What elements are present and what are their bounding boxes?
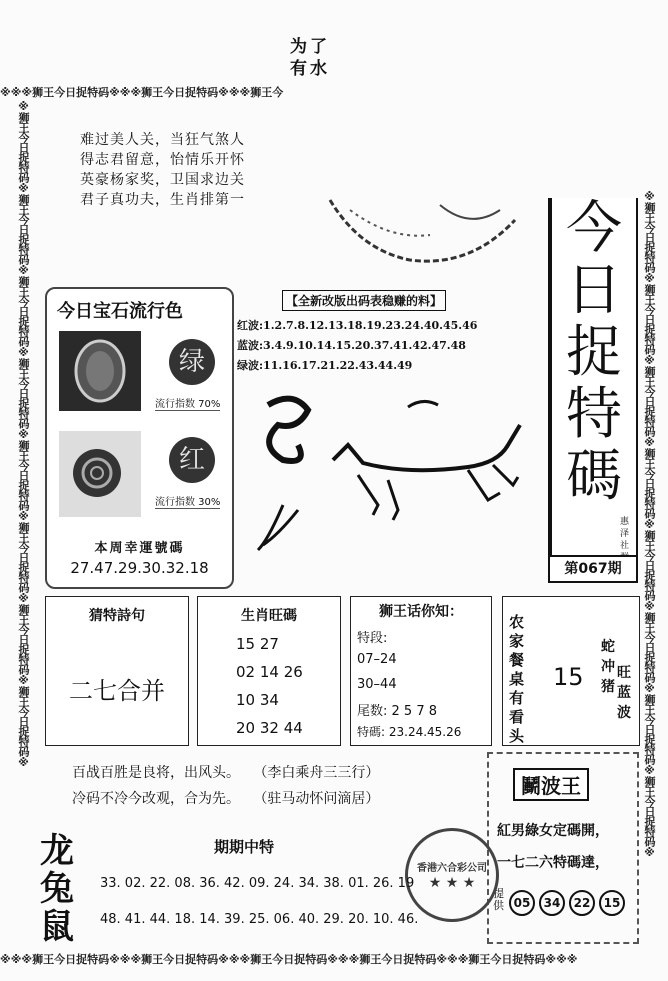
wave-king-box <box>487 752 639 944</box>
lion-line: 特段: <box>357 631 388 646</box>
provide-label: 提供 <box>493 887 504 912</box>
zodiac-row: 10 34 <box>236 691 279 709</box>
right-border: ※狮王今日捉特码※狮王今日捉特码※狮王今日捉特码※狮王今日捉特码※狮王今日捉特码※狮王今日捉特码※狮王今日捉特码※狮王今日捉特码※ <box>643 190 656 858</box>
blue-wave: 蓝波:3.4.9.10.14.15.20.37.41.42.47.48 <box>237 339 466 352</box>
gem-image-2 <box>59 431 141 517</box>
poem-line: 难过美人关，当狂气煞人 <box>80 132 245 148</box>
guess-poem-title: 猜特詩句 <box>89 608 145 624</box>
side-right-col1: 蛇冲猪 <box>601 639 615 695</box>
poem-line: 得志君留意，怡情乐开怀 <box>80 152 245 168</box>
sketch-face-image <box>320 190 530 285</box>
gem-color-1 <box>169 339 215 385</box>
period-title: 期期中特 <box>214 838 275 856</box>
period-row-1: 33. 02. 22. 08. 36. 42. 09. 24. 34. 38. 01. 26. 19 <box>100 876 415 891</box>
gem-image-1 <box>59 331 141 411</box>
zodiac-box <box>197 596 341 746</box>
dog-sketch-image <box>238 385 543 555</box>
period-zodiac-char: 龙 <box>40 831 74 871</box>
lion-line: 尾数: 2 5 7 8 <box>357 704 437 719</box>
poem <box>80 130 245 210</box>
wave-banner: 【全新改版出码表稳赚的料】 <box>282 290 446 311</box>
lion-line: 07–24 <box>357 652 397 667</box>
side-number: 15 <box>553 663 584 691</box>
zodiac-row: 15 27 <box>236 635 279 653</box>
side-right-col2: 旺蓝波 <box>617 665 631 721</box>
zodiac-row: 20 32 44 <box>236 719 303 737</box>
title-char: 捉 <box>566 320 622 385</box>
left-border: ※狮王今日捉特码※狮王今日捉特码※狮王今日捉特码※狮王今日捉特码※狮王今日捉特码※狮王今日捉特码※狮王今日捉特码※狮王今日捉特码※ <box>17 100 30 768</box>
zodiac-row: 02 14 26 <box>236 663 303 681</box>
lucky-ball: 34 <box>539 890 565 916</box>
zodiac-title: 生肖旺碼 <box>241 608 297 624</box>
lucky-ball: 05 <box>509 890 535 916</box>
period-row-2: 48. 41. 44. 18. 14. 39. 25. 06. 40. 29. 20. 10. 46. <box>100 912 419 927</box>
gem-color-2 <box>169 437 215 483</box>
lucky-title: 本周幸運號碼 <box>94 541 185 556</box>
bottom-border: ※※※狮王今日捉特码※※※狮王今日捉特码※※※狮王今日捉特码※※※狮王今日捉特码※※※狮王今日捉特码※※※ <box>0 953 578 966</box>
guess-poem-box <box>45 596 189 746</box>
title-char: 日 <box>566 258 622 323</box>
period-zodiac-char: 鼠 <box>40 907 74 947</box>
wave-king-title: 鬭波王 <box>513 768 589 801</box>
poem-line: 君子真功夫，生肖排第一 <box>80 192 245 208</box>
header-line-2: 有水 <box>290 59 330 79</box>
stamp-star-icon: ★ ★ ★ <box>428 875 476 891</box>
lion-says-title: 狮王话你知： <box>379 604 463 620</box>
title-panel <box>548 198 638 583</box>
header-line-1: 为了 <box>290 37 330 57</box>
lion-says-box <box>350 596 492 746</box>
lion-line: 30–44 <box>357 677 397 692</box>
lucky-ball: 22 <box>569 890 595 916</box>
gem-color-1-char: 绿 <box>178 347 205 377</box>
saying-2: 冷码不冷今改观，合为先。 （驻马动怀问滴居） <box>72 791 380 807</box>
gem-color-2-char: 红 <box>178 445 205 475</box>
lucky-ball: 15 <box>599 890 625 916</box>
saying-1: 百战百胜是良将，出风头。 （李白乘舟三三行） <box>72 765 380 781</box>
green-wave: 绿波:11.16.17.21.22.43.44.49 <box>237 359 413 372</box>
period-zodiac <box>40 832 80 946</box>
wave-king-line1: 紅男綠女定碼開， <box>497 823 609 839</box>
poem-line: 英豪杨家奖，卫国求边关 <box>80 172 245 188</box>
wave-king-line2: 一七二六特碼達， <box>497 855 609 871</box>
stamp-text: 香港六合彩公司 <box>417 863 487 874</box>
title-char: 碼 <box>566 444 622 509</box>
lion-line: 特碼: 23.24.45.26 <box>357 725 462 739</box>
company-stamp <box>405 828 499 922</box>
title-char: 今 <box>566 196 622 261</box>
issue-number: 第067期 <box>548 555 638 583</box>
title-char: 特 <box>566 382 622 447</box>
gem-panel-title: 今日宝石流行色 <box>57 301 183 322</box>
top-border: ※※※狮王今日捉特码※※※狮王今日捉特码※※※狮王今 <box>0 86 284 99</box>
gem-panel <box>45 287 234 589</box>
lucky-numbers: 27.47.29.30.32.18 <box>70 559 209 577</box>
gem-index-1: 流行指数 70% <box>155 395 220 411</box>
guess-poem-answer: 二七合并 <box>69 677 165 705</box>
red-wave: 红波:1.2.7.8.12.13.18.19.23.24.40.45.46 <box>237 319 478 332</box>
title-subtitle: 惠泽社 <box>620 517 630 551</box>
side-left-col: 农家餐桌有看头 <box>509 613 525 745</box>
period-zodiac-char: 兔 <box>40 869 74 909</box>
gem-index-2: 流行指数 30% <box>155 493 220 509</box>
side-tip-box <box>502 596 640 746</box>
